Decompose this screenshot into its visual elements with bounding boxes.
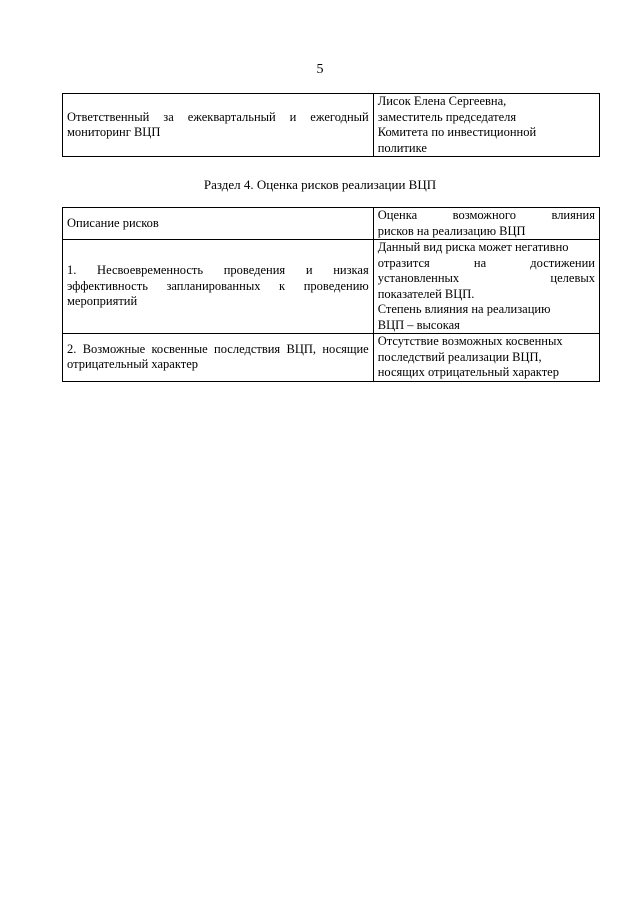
responsible-value bbox=[373, 94, 599, 157]
header-impact-assessment bbox=[373, 208, 599, 240]
responsible-label: Ответственный за ежеквартальный и ежегодный мониторинг ВЦП bbox=[63, 94, 374, 157]
header-word: Оценка bbox=[377, 208, 418, 222]
assessment-word: на bbox=[473, 255, 487, 270]
responsible-value-line: заместитель председателя bbox=[377, 109, 517, 124]
header-word: влияния bbox=[551, 208, 595, 222]
assessment-word: отразится bbox=[377, 255, 430, 270]
risk-table bbox=[62, 207, 600, 382]
assessment-word: достижении bbox=[530, 255, 595, 270]
header-word: возможного bbox=[452, 208, 516, 222]
risk-description: 2. Возможные косвенные последствия ВЦП, носящие отрицательный характер bbox=[63, 334, 374, 382]
header-assessment-line bbox=[378, 208, 595, 224]
responsible-value-line: Лисок Елена Сергеевна, bbox=[377, 94, 507, 108]
assessment-line: последствий реализации ВЦП, bbox=[377, 349, 542, 364]
assessment-line: Степень влияния на реализацию bbox=[377, 302, 551, 316]
risk-assessment bbox=[373, 240, 599, 334]
risk-assessment bbox=[373, 334, 599, 382]
assessment-line: Отсутствие возможных косвенных bbox=[377, 334, 563, 348]
responsible-value-line: политике bbox=[377, 140, 427, 155]
assessment-word: целевых bbox=[550, 271, 595, 285]
table-row bbox=[63, 94, 600, 157]
page-number: 5 bbox=[316, 62, 324, 77]
assessment-line: носящих отрицательный характер bbox=[377, 365, 559, 379]
risk-description: 1. Несвоевременность проведения и низкая эффективность запланированных к проведению мероприятий bbox=[63, 240, 374, 334]
assessment-line bbox=[378, 256, 595, 272]
header-assessment-line: рисков на реализацию ВЦП bbox=[377, 223, 526, 238]
table-header-row bbox=[63, 208, 600, 240]
assessment-line bbox=[378, 271, 595, 287]
responsible-value-line: Комитета по инвестиционной bbox=[377, 125, 537, 139]
table-row bbox=[63, 240, 600, 334]
assessment-line: Данный вид риска может негативно bbox=[377, 240, 569, 254]
assessment-line: показателей ВЦП. bbox=[377, 286, 475, 301]
header-risk-description: Описание рисков bbox=[63, 208, 374, 240]
assessment-line: ВЦП – высокая bbox=[377, 317, 460, 332]
section-heading: Раздел 4. Оценка рисков реализации ВЦП bbox=[203, 177, 437, 192]
table-row bbox=[63, 334, 600, 382]
assessment-word: установленных bbox=[377, 271, 460, 285]
responsible-table bbox=[62, 93, 600, 157]
